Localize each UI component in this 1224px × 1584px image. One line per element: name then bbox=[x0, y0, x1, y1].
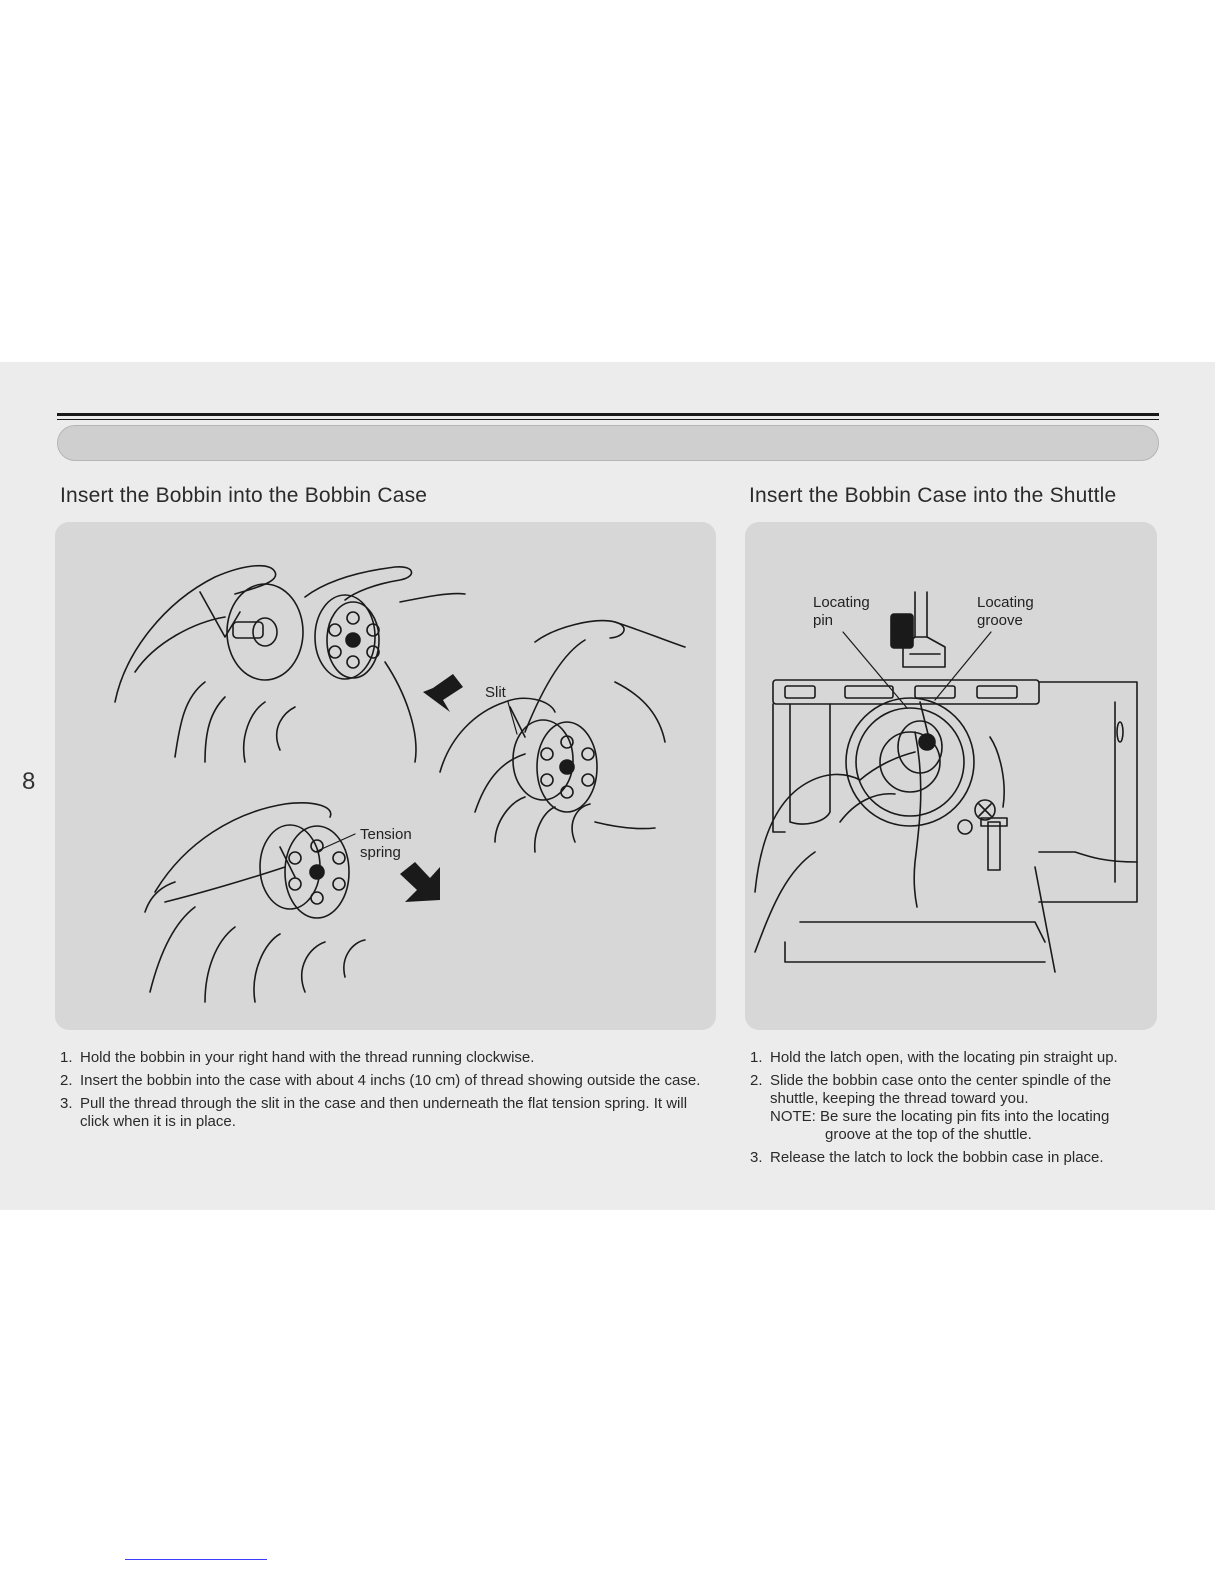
right-steps-list bbox=[750, 1049, 1158, 1172]
shuttle-frame bbox=[773, 680, 1137, 972]
presser-foot bbox=[891, 592, 945, 667]
step2-hands-figure bbox=[440, 621, 685, 852]
note-line2: groove at the top of the shuttle. bbox=[825, 1126, 1032, 1143]
right-step-3-number: 3. bbox=[750, 1149, 763, 1166]
left-section-title: Insert the Bobbin into the Bobbin Case bbox=[60, 484, 428, 507]
left-step-2-number: 2. bbox=[60, 1072, 73, 1089]
arrow-right-down bbox=[423, 674, 463, 712]
top-rule-thin bbox=[57, 419, 1159, 420]
right-section-title: Insert the Bobbin Case into the Shuttle bbox=[749, 484, 1117, 507]
right-step-3 bbox=[750, 1149, 1158, 1167]
callout-tension-spring-line2: spring bbox=[360, 844, 401, 861]
bobbin-case-illustration bbox=[55, 522, 716, 1030]
left-step-3-number: 3. bbox=[60, 1095, 73, 1112]
page-number: 8 bbox=[22, 768, 36, 795]
note-line1: NOTE: Be sure the locating pin fits into the locating bbox=[770, 1108, 1110, 1125]
left-step-1-text: Hold the bobbin in your right hand with the thread running clockwise. bbox=[80, 1049, 535, 1066]
right-step-3-text: Release the latch to lock the bobbin case in place. bbox=[770, 1149, 1104, 1166]
step1-hands-figure bbox=[115, 566, 465, 762]
right-step-2 bbox=[750, 1072, 1158, 1144]
callout-locating-pin-line2: pin bbox=[813, 612, 834, 629]
right-step-1-text: Hold the latch open, with the locating pin straight up. bbox=[770, 1049, 1118, 1066]
arrow-left-down bbox=[400, 862, 440, 902]
left-step-3 bbox=[60, 1095, 720, 1131]
callout-locating-groove-line2: groove bbox=[977, 612, 1023, 629]
right-step-2-number: 2. bbox=[750, 1072, 763, 1089]
step3-hands-figure bbox=[145, 803, 365, 1002]
right-step-1 bbox=[750, 1049, 1158, 1067]
left-step-2-text: Insert the bobbin into the case with about 4 inchs (10 cm) of thread showing outside the case. bbox=[80, 1072, 701, 1089]
callout-locating-groove-line1: Locating bbox=[977, 594, 1034, 611]
left-step-2 bbox=[60, 1072, 720, 1090]
top-rule-thick bbox=[57, 413, 1159, 416]
left-step-1-number: 1. bbox=[60, 1049, 73, 1066]
callout-tension-spring-line1: Tension bbox=[360, 826, 412, 843]
shuttle-illustration bbox=[745, 522, 1157, 1030]
shuttle-hand bbox=[755, 702, 942, 952]
left-step-1 bbox=[60, 1049, 720, 1067]
left-step-3-text: Pull the thread through the slit in the case and then underneath the flat tension spring. It will click when it is in place. bbox=[80, 1095, 688, 1130]
right-step-1-number: 1. bbox=[750, 1049, 763, 1066]
left-steps-list bbox=[60, 1049, 720, 1136]
right-step-2-text: Slide the bobbin case onto the center spindle of the shuttle, keeping the thread toward you. bbox=[770, 1072, 1112, 1107]
header-banner bbox=[57, 425, 1159, 461]
callout-slit: Slit bbox=[485, 684, 506, 701]
footer-underline bbox=[125, 1559, 267, 1560]
callout-locating-pin-line1: Locating bbox=[813, 594, 870, 611]
